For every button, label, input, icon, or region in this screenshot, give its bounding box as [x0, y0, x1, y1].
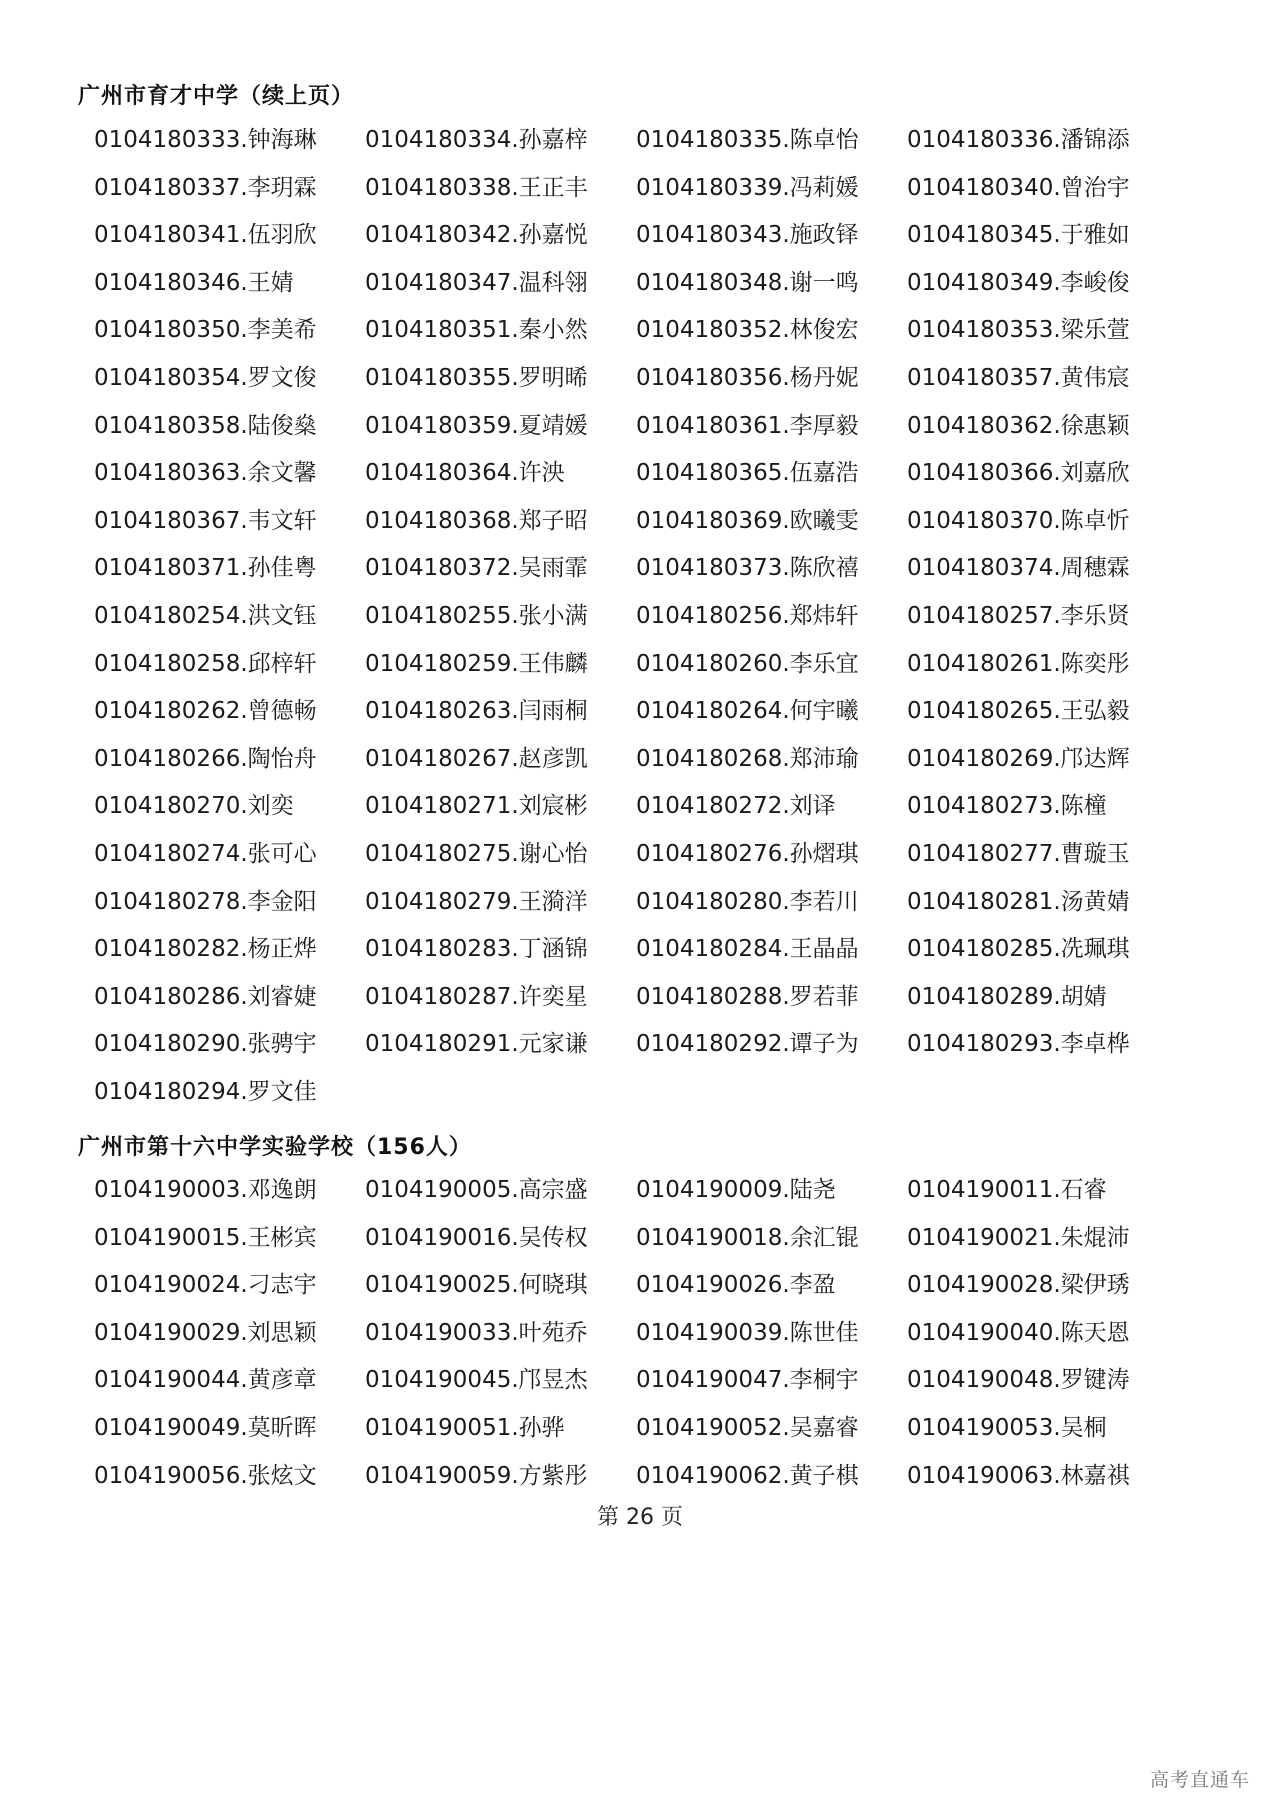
list-item: 0104180286.刘睿婕 — [94, 983, 317, 1010]
list-item: 0104180254.洪文钰 — [94, 603, 317, 629]
list-item: 0104180255.张小满 — [365, 603, 588, 629]
list-item: 0104180343.施政铎 — [636, 222, 859, 249]
list-item: 0104180341.伍羽欣 — [94, 222, 317, 249]
list-item: 0104180339.冯莉媛 — [636, 174, 859, 201]
list-item: 0104180362.徐惠颖 — [907, 412, 1130, 439]
list-item: 0104180276.孙熠琪 — [636, 841, 859, 867]
list-item: 0104180333.钟海琳 — [94, 127, 317, 153]
list-item: 0104180258.邱梓轩 — [94, 650, 317, 677]
list-item: 0104190028.梁伊琇 — [907, 1272, 1130, 1299]
list-item: 0104180266.陶怡舟 — [94, 745, 317, 772]
list-item: 0104190026.李盈 — [636, 1272, 836, 1299]
list-item: 0104180338.王正丰 — [365, 174, 588, 201]
list-item: 0104190056.张炫文 — [94, 1462, 317, 1489]
list-item: 0104180371.孙佳粤 — [94, 555, 317, 582]
list-item: 0104180367.韦文轩 — [94, 507, 317, 534]
list-item: 0104180275.谢心怡 — [365, 841, 588, 867]
list-item: 0104180342.孙嘉悦 — [365, 222, 588, 249]
list-item: 0104180287.许奕星 — [365, 983, 588, 1010]
list-item: 0104190044.黄彦章 — [94, 1367, 317, 1394]
list-item: 0104180348.谢一鸣 — [636, 269, 859, 296]
list-item: 0104180373.陈欣禧 — [636, 555, 859, 582]
watermark-text: 高考直通车 — [1149, 1769, 1250, 1791]
section-title: 广州市第十六中学实验学校（156人） — [78, 1135, 472, 1160]
list-item: 0104180293.李卓桦 — [907, 1031, 1130, 1058]
list-item: 0104180256.郑炜轩 — [636, 603, 859, 629]
list-item: 0104180272.刘译 — [636, 793, 836, 820]
list-item: 0104180345.于雅如 — [907, 222, 1130, 249]
list-item: 0104190025.何晓琪 — [365, 1272, 588, 1299]
list-item: 0104180277.曹璇玉 — [907, 841, 1130, 867]
list-item: 0104180270.刘奕 — [94, 793, 294, 820]
list-item: 0104190063.林嘉祺 — [907, 1462, 1130, 1489]
list-item: 0104180273.陈橦 — [907, 793, 1107, 820]
list-item: 0104180357.黄伟宸 — [907, 365, 1130, 391]
list-item: 0104180352.林俊宏 — [636, 317, 859, 344]
list-item: 0104190029.刘思颖 — [94, 1319, 317, 1346]
list-item: 0104190009.陆尧 — [636, 1177, 836, 1203]
list-item: 0104180354.罗文俊 — [94, 365, 317, 391]
list-item: 0104180355.罗明晞 — [365, 365, 588, 391]
list-item: 0104180359.夏靖媛 — [365, 412, 588, 439]
list-item: 0104180288.罗若菲 — [636, 983, 859, 1010]
list-item: 0104180285.冼珮琪 — [907, 936, 1130, 963]
list-item: 0104180349.李峻俊 — [907, 269, 1130, 296]
list-item: 0104180372.吴雨霏 — [365, 555, 588, 582]
list-item: 0104180334.孙嘉梓 — [365, 127, 588, 153]
list-item: 0104180370.陈卓忻 — [907, 507, 1130, 534]
list-item: 0104190062.黄子棋 — [636, 1462, 859, 1489]
section-title: 广州市育才中学（续上页） — [78, 84, 355, 109]
list-item: 0104180283.丁涵锦 — [365, 936, 588, 963]
list-item: 0104190024.刁志宇 — [94, 1272, 317, 1299]
list-item: 0104190003.邓逸朗 — [94, 1177, 317, 1203]
list-item: 0104180347.温科翎 — [365, 269, 588, 296]
list-item: 0104190059.方紫彤 — [365, 1462, 588, 1489]
list-item: 0104180279.王漪洋 — [365, 888, 588, 915]
list-item: 0104180257.李乐贤 — [907, 603, 1130, 629]
list-item: 0104190033.叶苑乔 — [365, 1319, 588, 1346]
list-item: 0104180263.闫雨桐 — [365, 698, 588, 725]
list-item: 0104180363.余文馨 — [94, 460, 317, 487]
list-item: 0104180374.周穗霖 — [907, 555, 1130, 582]
list-item: 0104180368.郑子昭 — [365, 507, 588, 534]
list-item: 0104180353.梁乐萱 — [907, 317, 1130, 344]
list-item: 0104190049.莫昕晖 — [94, 1415, 317, 1441]
list-item: 0104180267.赵彦凯 — [365, 745, 588, 772]
list-item: 0104180261.陈奕彤 — [907, 650, 1130, 677]
list-item: 0104180278.李金阳 — [94, 888, 317, 915]
list-item: 0104180291.元家谦 — [365, 1031, 588, 1058]
page-number: 第 26 页 — [597, 1505, 683, 1530]
list-item: 0104190053.吴桐 — [907, 1415, 1107, 1441]
list-item: 0104190016.吴传权 — [365, 1224, 588, 1251]
list-item: 0104180281.汤黄婧 — [907, 888, 1130, 915]
list-item: 0104190039.陈世佳 — [636, 1319, 859, 1346]
list-item: 0104190015.王彬宾 — [94, 1224, 317, 1251]
list-item: 0104180337.李玥霖 — [94, 174, 317, 201]
list-item: 0104190052.吴嘉睿 — [636, 1415, 859, 1441]
list-item: 0104190011.石睿 — [907, 1177, 1107, 1203]
list-item: 0104180271.刘宸彬 — [365, 793, 588, 820]
list-item: 0104180264.何宇曦 — [636, 698, 859, 725]
list-item: 0104180364.许泱 — [365, 460, 565, 487]
list-item: 0104180356.杨丹妮 — [636, 365, 859, 391]
list-item: 0104180335.陈卓怡 — [636, 127, 859, 153]
list-item: 0104190021.朱焜沛 — [907, 1224, 1130, 1251]
list-item: 0104180280.李若川 — [636, 888, 859, 915]
list-item: 0104180358.陆俊燊 — [94, 412, 317, 439]
list-item: 0104180262.曾德畅 — [94, 698, 317, 725]
list-item: 0104180265.王弘毅 — [907, 698, 1130, 725]
list-item: 0104180340.曾治宇 — [907, 174, 1130, 201]
list-item: 0104180268.郑沛瑜 — [636, 745, 859, 772]
list-item: 0104180294.罗文佳 — [94, 1079, 317, 1105]
list-item: 0104190045.邝昱杰 — [365, 1367, 588, 1394]
list-item: 0104180269.邝达辉 — [907, 745, 1130, 772]
list-item: 0104180282.杨正烨 — [94, 936, 317, 963]
list-item: 0104180284.王晶晶 — [636, 936, 859, 963]
list-item: 0104180290.张骋宇 — [94, 1031, 317, 1058]
list-item: 0104190018.余汇锟 — [636, 1224, 859, 1251]
list-item: 0104180351.秦小然 — [365, 317, 588, 344]
list-item: 0104180365.伍嘉浩 — [636, 460, 859, 487]
list-item: 0104180274.张可心 — [94, 841, 317, 867]
list-item: 0104180259.王伟麟 — [365, 650, 588, 677]
list-item: 0104180289.胡婧 — [907, 983, 1107, 1010]
list-item: 0104180292.谭子为 — [636, 1031, 859, 1058]
list-item: 0104190048.罗键涛 — [907, 1367, 1130, 1394]
list-item: 0104190040.陈天恩 — [907, 1319, 1130, 1346]
list-item: 0104190005.高宗盛 — [365, 1177, 588, 1203]
list-item: 0104180361.李厚毅 — [636, 412, 859, 439]
list-item: 0104190047.李桐宇 — [636, 1367, 859, 1394]
list-item: 0104180336.潘锦添 — [907, 127, 1130, 153]
list-item: 0104180369.欧曦雯 — [636, 507, 859, 534]
list-item: 0104180260.李乐宜 — [636, 650, 859, 677]
list-item: 0104180350.李美希 — [94, 317, 317, 344]
list-item: 0104180346.王婧 — [94, 269, 294, 296]
list-item: 0104190051.孙骅 — [365, 1415, 565, 1441]
list-item: 0104180366.刘嘉欣 — [907, 460, 1130, 487]
